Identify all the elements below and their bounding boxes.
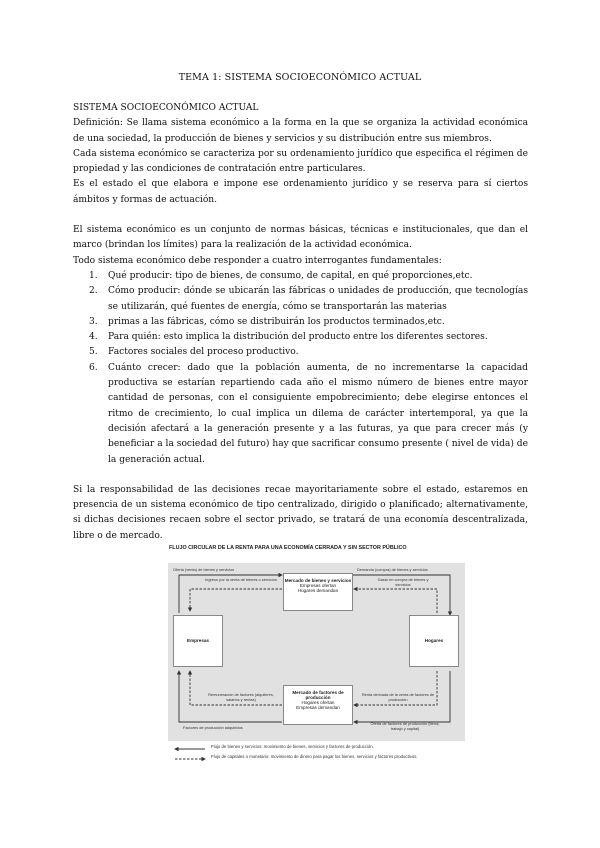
document-body — [73, 101, 528, 544]
label-demanda-bienes: Demanda (compra) de bienes y servicios — [357, 567, 428, 572]
figure-title: FLUJO CIRCULAR DE LA RENTA PARA UNA ECONOMÍA CERRADA Y SIN SECTOR PÚBLICO — [169, 545, 407, 551]
paragraph-responsabilidad: Si la responsabilidad de las decisiones recae mayoritariamente sobre el estado, estaremos en presencia de un sistema económico de tipo centralizado, dirigido o planificado; alternativamente, si dichas decisiones recaen sobre el sector privado, se tratará de una economía descentralizada, libre o de mercado. — [73, 484, 528, 541]
figure-legend — [171, 744, 461, 768]
label-factores-adquiridos: Factores de producción adquiridos — [183, 725, 243, 730]
legend-solid-text: Flujo de bienes y servicios: movimiento de bienes, servicios y factores de producción. — [211, 744, 374, 749]
hogares-node: Hogares — [409, 615, 459, 667]
legend-row-solid — [171, 744, 461, 754]
label-remuneracion: Remuneración de factores (alquileres, salarios y rentas) — [208, 692, 274, 702]
label-oferta-factores: Oferta de factores de producción (tierra, trabajo y capital) — [370, 721, 440, 731]
empresas-node: Empresas — [173, 615, 223, 667]
paragraph-ordenamiento: Cada sistema económico se caracteriza por su ordenamiento jurídico que especifica el régimen de propiedad y las condiciones de contratación entre particulares. — [73, 148, 528, 175]
legend-row-dashed — [171, 754, 461, 768]
flow-gasto-compra — [354, 589, 437, 613]
mercado-factores-node: Mercado de factores de producción Hogares ofertan Empresas demandan — [283, 685, 353, 725]
paragraph-definition: Definición: Se llama sistema económico a la forma en la que se organiza la actividad económica de una sociedad, la producción de bienes y servicios y su distribución entre sus miembros. — [73, 118, 528, 144]
mercado-bienes-node: Mercado de bienes y servicios Empresas ofertan Hogares demandan — [283, 573, 353, 611]
page-title: TEMA 1: SISTEMA SOCIOECONÓMICO ACTUAL — [178, 72, 422, 83]
flow-ingreso-venta — [190, 589, 282, 611]
label-oferta-bienes: Oferta (venta) de bienes y servicios — [173, 567, 235, 572]
list-item: 6. Cuánto crecer: dado que la población aumenta, de no incrementarse la capacidad productiva se estarían repartiendo cada año el mismo número de bienes entre mayor cantidad de personas, con el consiguiente empobrecimiento; debe elegirse entonces el ritmo de crecimiento, lo cual implica un dilema de carácter intertemporal, ya que la decisión afectará a la generación presente y a las futuras, ya que para crecer más (y beneficiar a la sociedad del futuro) hay que sacrificar consumo presente ( nivel de vida) de la generación actual. — [89, 362, 528, 465]
interrogantes-list — [73, 269, 528, 468]
label-ingreso-venta: Ingreso por la venta de bienes o servicios — [205, 577, 277, 582]
paragraph-sistema: El sistema económico es un conjunto de normas básicas, técnicas e institucionales, que dan el marco (brindan los límites) para la realización de la actividad económica. — [73, 225, 528, 251]
list-item: 2. Cómo producir: dónde se ubicarán las fábricas o unidades de producción, que tecnologías se utilizarán, qué fuentes de energía, cómo se transportarán las materias — [89, 286, 528, 312]
paragraph-interrogantes: Todo sistema económico debe responder a cuatro interrogantes fundamentales: — [73, 255, 442, 266]
list-item: 1. Qué producir: tipo de bienes, de consumo, de capital, en qué proporciones,etc. — [89, 270, 473, 281]
section-heading: SISTEMA SOCIOECONÓMICO ACTUAL — [73, 103, 259, 113]
paragraph-estado: Es el estado el que elabora e impone ese ordenamiento jurídico y se reserva para sí ciertos ámbitos y formas de actuación. — [73, 179, 528, 205]
list-item: 5. Factores sociales del proceso productivo. — [89, 347, 299, 358]
legend-dashed-text: Flujo de capitales o monetario: movimiento de dinero para pagar los bienes, servicios y factores productivos. — [211, 754, 418, 759]
circular-flow-figure — [165, 545, 468, 807]
label-renta-derivada: Renta derivada de la venta de factores de producción — [361, 692, 435, 702]
list-item: 3. primas a las fábricas, cómo se distribuirán los productos terminados,etc. — [89, 316, 445, 327]
label-gasto-compra: Gasto en compra de bienes y servicios — [377, 577, 429, 587]
list-item: 4. Para quién: esto implica la distribución del producto entre los diferentes sectores. — [89, 332, 488, 343]
